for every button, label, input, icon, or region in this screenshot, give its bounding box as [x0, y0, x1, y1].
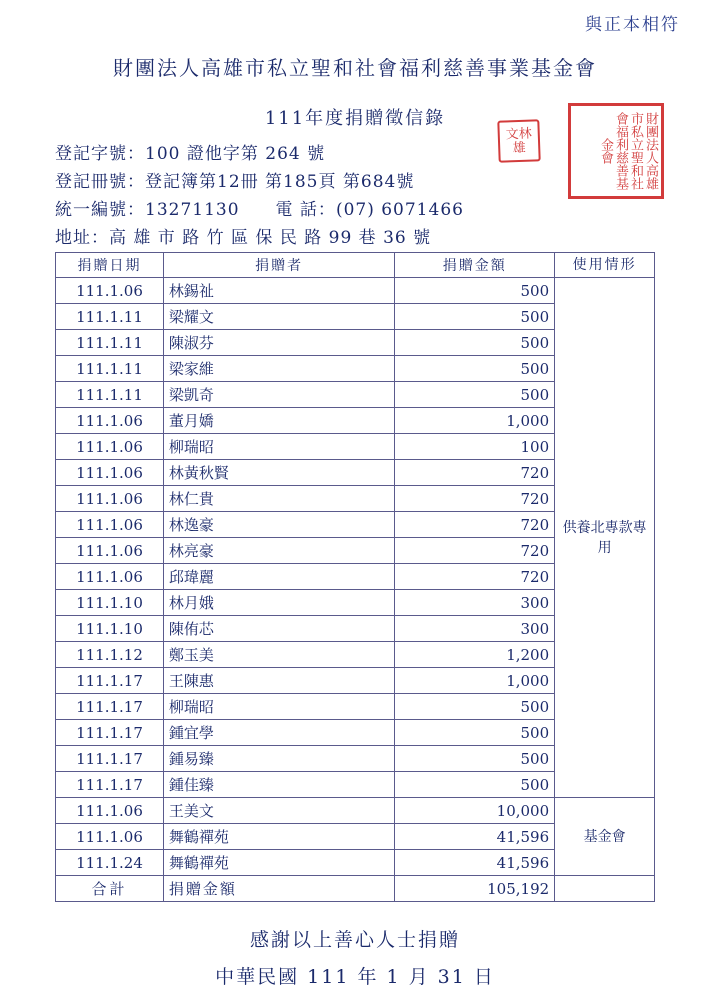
cell-amount: 500	[395, 720, 555, 746]
cell-amount: 500	[395, 278, 555, 304]
cell-amount: 500	[395, 746, 555, 772]
cell-donor: 王陳惠	[163, 668, 394, 694]
address-value: 高 雄 市 路 竹 區 保 民 路 99 巷 36 號	[109, 228, 432, 248]
tax-id-line	[55, 196, 464, 224]
cell-donor: 林黃秋賢	[163, 460, 394, 486]
cell-amount: 720	[395, 564, 555, 590]
cell-amount: 500	[395, 356, 555, 382]
cell-date: 111.1.06	[56, 824, 164, 850]
cell-date: 111.1.17	[56, 720, 164, 746]
cell-date: 111.1.11	[56, 330, 164, 356]
cell-amount: 500	[395, 694, 555, 720]
cell-date: 111.1.11	[56, 356, 164, 382]
registration-number-value: 100 證他字第 264 號	[145, 144, 326, 164]
phone-label: 電 話：	[275, 200, 336, 220]
registration-number-label: 登記字號：	[55, 144, 145, 164]
document-title: 111年度捐贈徵信錄	[264, 108, 446, 129]
organization-title: 財團法人高雄市私立聖和社會福利慈善事業基金會	[113, 56, 597, 80]
table-row	[56, 798, 655, 824]
cell-amount: 500	[395, 772, 555, 798]
cell-date: 111.1.24	[56, 850, 164, 876]
registration-number-line	[55, 140, 464, 168]
cell-use-group-2: 基金會	[555, 798, 655, 876]
cell-donor: 梁耀文	[163, 304, 394, 330]
book-number-label: 登記冊號：	[55, 172, 145, 192]
cell-date: 111.1.06	[56, 564, 164, 590]
cell-date: 111.1.06	[56, 434, 164, 460]
column-header-amount: 捐贈金額	[395, 253, 555, 278]
cell-amount: 1,000	[395, 408, 555, 434]
cell-amount: 1,200	[395, 642, 555, 668]
cell-date: 111.1.11	[56, 304, 164, 330]
cell-date: 111.1.17	[56, 746, 164, 772]
cell-donor: 林錫祉	[163, 278, 394, 304]
cell-donor: 董月嬌	[163, 408, 394, 434]
cell-amount: 720	[395, 460, 555, 486]
cell-date: 111.1.06	[56, 486, 164, 512]
cell-donor: 柳瑞昭	[163, 434, 394, 460]
cell-donor: 舞鶴禪苑	[163, 824, 394, 850]
cell-donor: 梁家維	[163, 356, 394, 382]
column-header-date: 捐贈日期	[56, 253, 164, 278]
total-text: 捐贈金額	[163, 876, 394, 902]
cell-amount: 720	[395, 512, 555, 538]
column-header-use: 使用情形	[555, 253, 655, 278]
certified-copy-note: 與正本相符	[585, 15, 680, 35]
cell-amount: 500	[395, 304, 555, 330]
cell-amount: 500	[395, 330, 555, 356]
cell-use-group-1: 供養北專款專用	[555, 278, 655, 798]
cell-donor: 林月娥	[163, 590, 394, 616]
cell-date: 111.1.17	[56, 668, 164, 694]
cell-donor: 陳侑芯	[163, 616, 394, 642]
table-header-row	[56, 253, 655, 278]
tax-id-label: 統一編號：	[55, 200, 145, 220]
total-use-cell	[555, 876, 655, 902]
cell-date: 111.1.06	[56, 408, 164, 434]
book-number-line	[55, 168, 464, 196]
cell-donor: 林逸豪	[163, 512, 394, 538]
total-amount: 105,192	[395, 876, 555, 902]
personal-seal-stamp: 文林雄	[497, 119, 540, 162]
cell-donor: 舞鶴禪苑	[163, 850, 394, 876]
cell-donor: 林亮豪	[163, 538, 394, 564]
cell-donor: 鄭玉美	[163, 642, 394, 668]
cell-amount: 100	[395, 434, 555, 460]
cell-amount: 1,000	[395, 668, 555, 694]
cell-donor: 柳瑞昭	[163, 694, 394, 720]
total-label: 合計	[56, 876, 164, 902]
table-row	[56, 278, 655, 304]
cell-donor: 鍾易臻	[163, 746, 394, 772]
address-line	[55, 224, 464, 252]
cell-donor: 梁凱奇	[163, 382, 394, 408]
cell-amount: 300	[395, 590, 555, 616]
cell-amount: 300	[395, 616, 555, 642]
tax-id-value: 13271130	[145, 200, 240, 220]
cell-donor: 王美文	[163, 798, 394, 824]
cell-date: 111.1.10	[56, 590, 164, 616]
column-header-donor: 捐贈者	[163, 253, 394, 278]
cell-date: 111.1.17	[56, 694, 164, 720]
donation-table	[55, 252, 655, 902]
cell-donor: 林仁貴	[163, 486, 394, 512]
organization-seal-text: 財團法人高雄市私立聖和社會福利慈善基金會	[598, 112, 658, 190]
cell-amount: 500	[395, 382, 555, 408]
cell-date: 111.1.06	[56, 538, 164, 564]
cell-amount: 720	[395, 486, 555, 512]
cell-donor: 鍾宜學	[163, 720, 394, 746]
table-body	[56, 278, 655, 902]
cell-amount: 41,596	[395, 824, 555, 850]
cell-amount: 720	[395, 538, 555, 564]
cell-amount: 10,000	[395, 798, 555, 824]
cell-donor: 邱瑋麗	[163, 564, 394, 590]
issue-date: 中華民國 111 年 1 月 31 日	[215, 966, 495, 988]
cell-date: 111.1.12	[56, 642, 164, 668]
document-metadata	[55, 140, 464, 252]
organization-seal-stamp	[568, 103, 664, 199]
cell-amount: 41,596	[395, 850, 555, 876]
cell-date: 111.1.06	[56, 798, 164, 824]
cell-donor: 鍾佳臻	[163, 772, 394, 798]
cell-date: 111.1.10	[56, 616, 164, 642]
table-total-row	[56, 876, 655, 902]
cell-date: 111.1.06	[56, 460, 164, 486]
cell-date: 111.1.11	[56, 382, 164, 408]
cell-donor: 陳淑芬	[163, 330, 394, 356]
thanks-note: 感謝以上善心人士捐贈	[249, 929, 460, 951]
cell-date: 111.1.06	[56, 512, 164, 538]
phone-value: (07) 6071466	[335, 200, 464, 220]
book-number-value: 登記簿第12冊 第185頁 第684號	[145, 172, 415, 192]
cell-date: 111.1.17	[56, 772, 164, 798]
address-label: 地址：	[55, 228, 109, 248]
cell-date: 111.1.06	[56, 278, 164, 304]
